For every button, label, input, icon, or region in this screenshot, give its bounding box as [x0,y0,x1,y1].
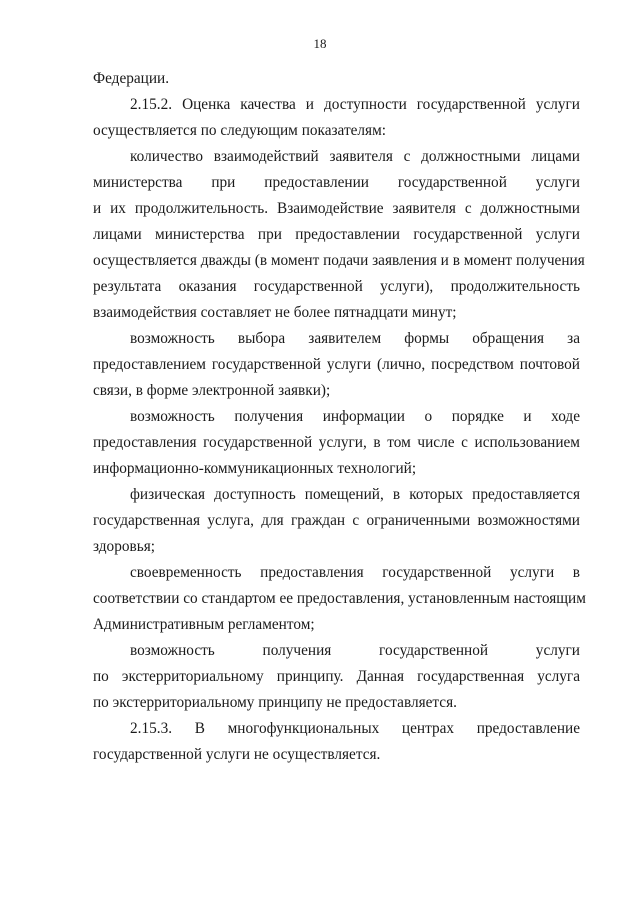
text-line: государственная услуга, для граждан с ограниченными возможностями [93,512,580,529]
text-line: здоровья; [93,538,155,555]
text-line: осуществляется дважды (в момент подачи заявления и в момент получения [93,252,585,269]
text-line: Административным регламентом; [93,616,315,633]
text-line: 2.15.3. В многофункциональных центрах предоставление [130,720,580,737]
text-line: физическая доступность помещений, в которых предоставляется [130,486,580,503]
text-line: Федерации. [93,70,170,87]
text-line: связи, в форме электронной заявки); [93,382,331,399]
text-line: предоставлением государственной услуги (лично, посредством почтовой [93,356,580,373]
text-line: возможность получения государственной услуги [130,642,580,659]
text-line: по экстерриториальному принципу не предоставляется. [93,694,457,711]
text-line: возможность получения информации о порядке и ходе [130,408,580,425]
text-line: лицами министерства при предоставлении государственной услуги [93,226,580,243]
text-line: результата оказания государственной услуги), продолжительность [93,278,580,295]
text-line: взаимодействия составляет не более пятнадцати минут; [93,304,457,321]
text-line: 2.15.2. Оценка качества и доступности государственной услуги [130,96,580,113]
text-line: предоставления государственной услуги, в том числе с использованием [93,434,580,451]
text-line: и их продолжительность. Взаимодействие заявителя с должностными [93,200,580,217]
text-line: соответствии со стандартом ее предоставления, установленным настоящим [93,590,586,607]
text-line: по экстерриториальному принципу. Данная государственная услуга [93,668,580,685]
text-line: информационно-коммуникационных технологий; [93,460,417,477]
text-line: возможность выбора заявителем формы обращения за [130,330,580,347]
text-line: своевременность предоставления государственной услуги в [130,564,580,581]
text-line: министерства при предоставлении государственной услуги [93,174,580,191]
text-line: государственной услуги не осуществляется. [93,746,381,763]
document-body [93,66,586,768]
text-line: количество взаимодействий заявителя с должностными лицами [130,148,580,165]
page-number: 18 [313,36,327,51]
text-line: осуществляется по следующим показателям: [93,122,387,139]
